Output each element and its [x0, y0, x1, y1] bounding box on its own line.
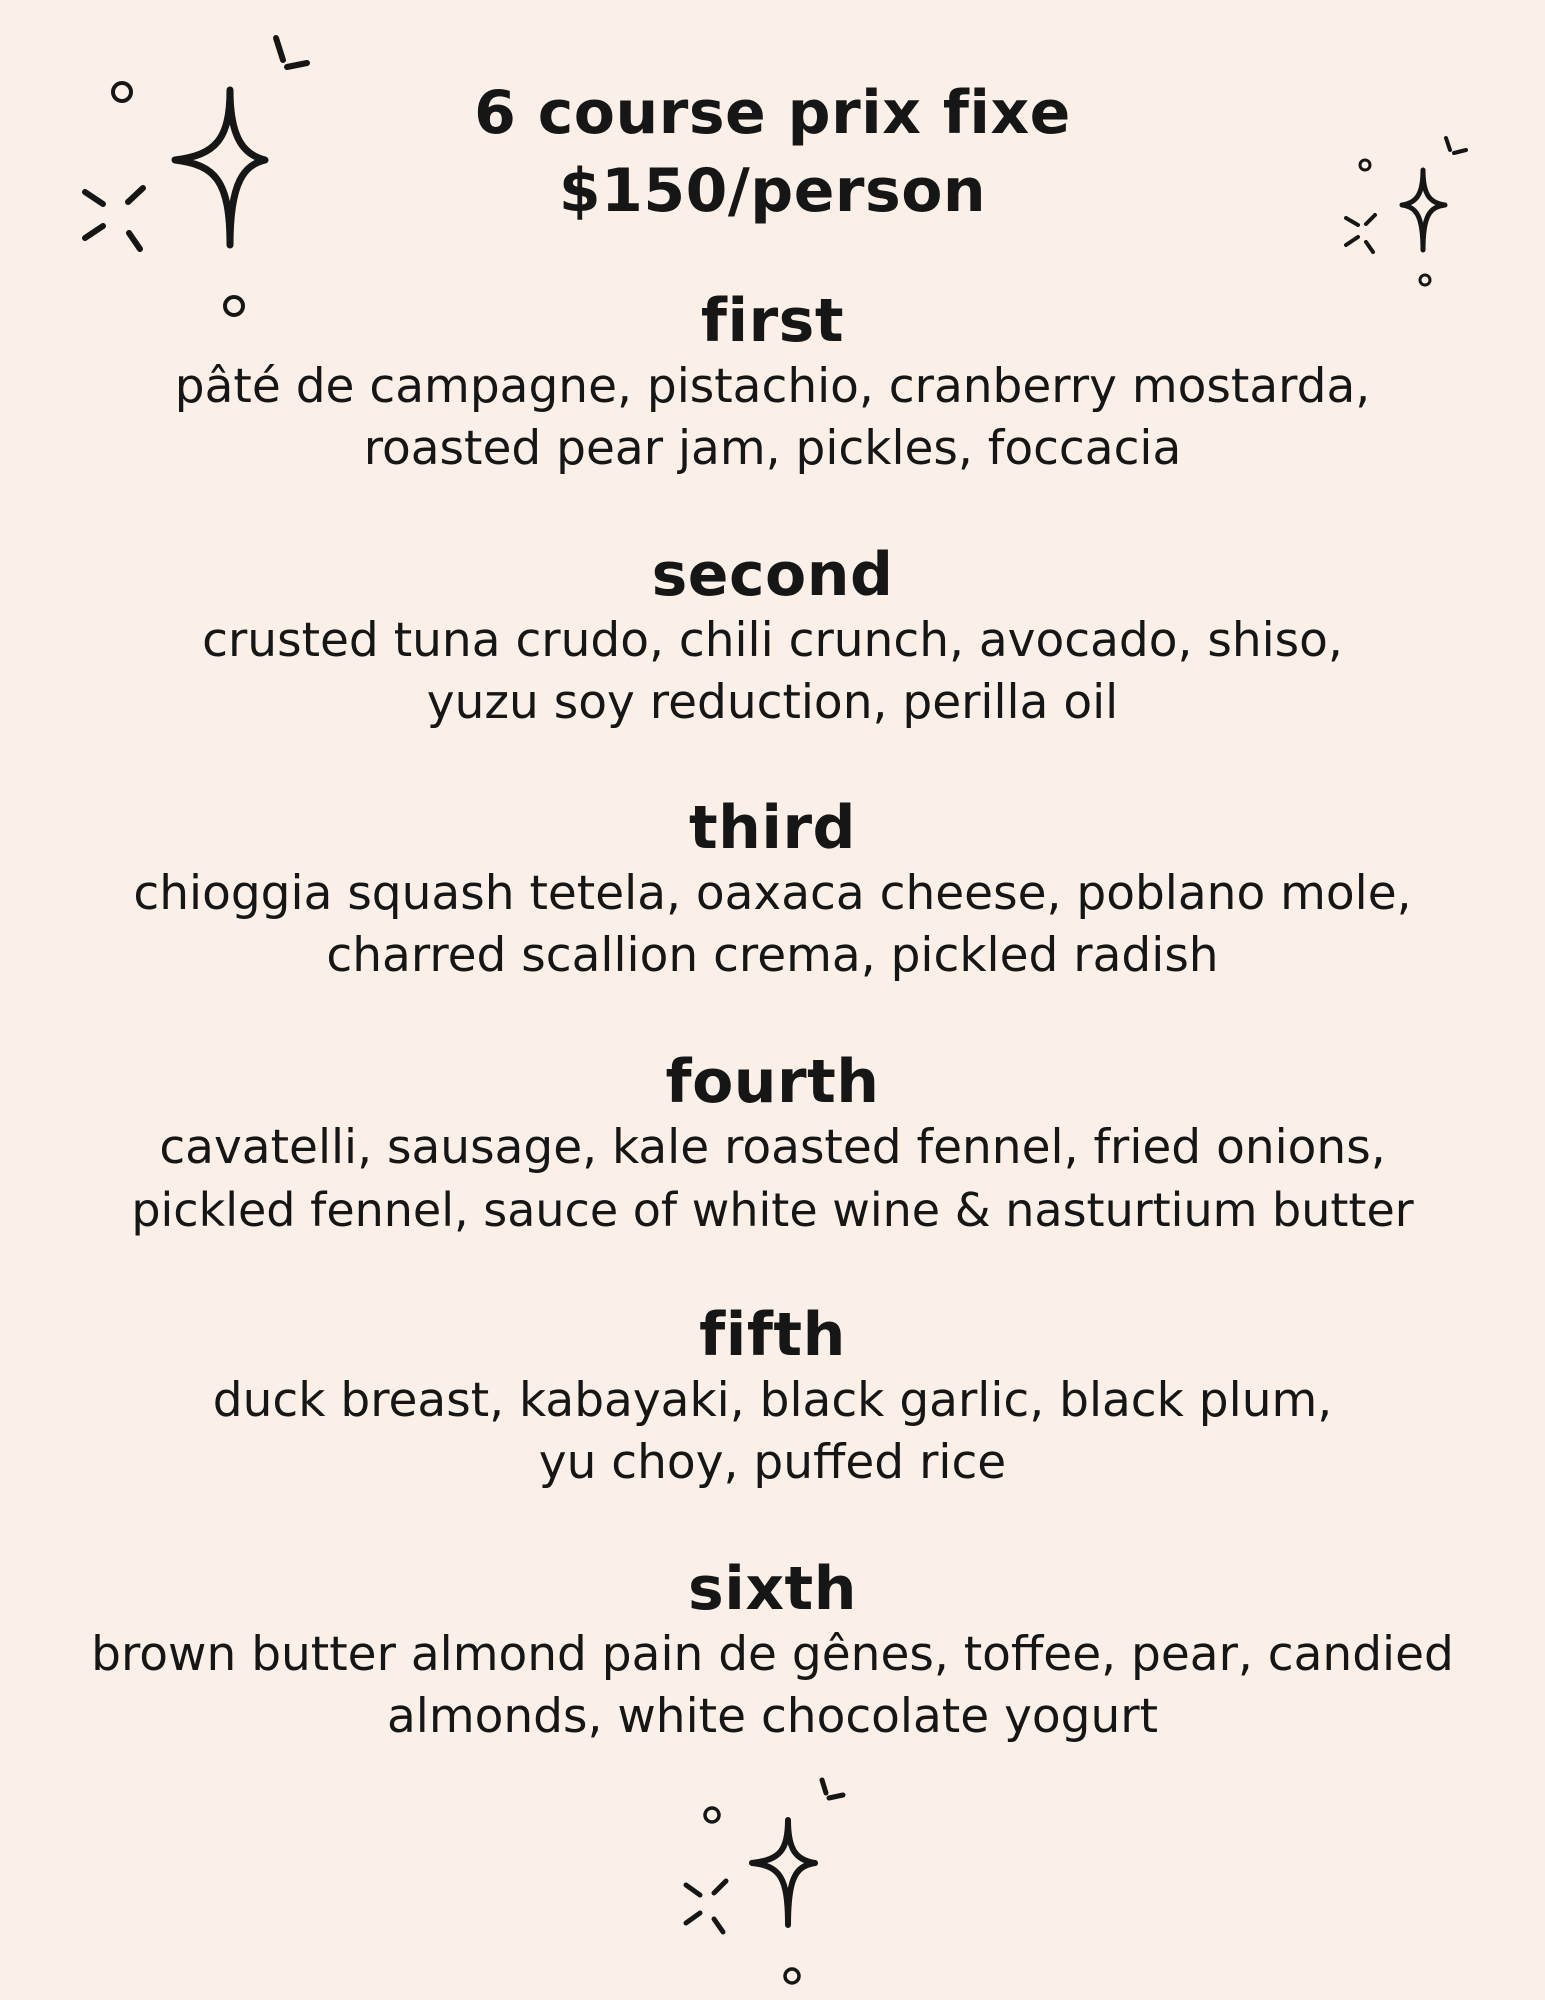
- course-description-line: cavatelli, sausage, kale roasted fennel, fried onions,: [159, 1120, 1386, 1175]
- course-description-line: chioggia squash tetela, oaxaca cheese, poblano mole,: [133, 866, 1412, 921]
- course-title: second: [651, 540, 894, 610]
- course-fourth: [0, 1047, 1545, 1241]
- menu-title: 6 course prix fixe: [474, 78, 1071, 148]
- course-first: [0, 286, 1545, 480]
- course-title: first: [700, 286, 845, 356]
- course-description-line: yuzu soy reduction, perilla oil: [426, 675, 1119, 730]
- course-description-line: duck breast, kabayaki, black garlic, black plum,: [212, 1373, 1333, 1428]
- menu-price: $150/person: [558, 156, 987, 226]
- course-sixth: [0, 1554, 1545, 1748]
- course-description-line: pickled fennel, sauce of white wine & nasturtium butter: [131, 1183, 1414, 1237]
- course-description-line: yu choy, puffed rice: [538, 1435, 1007, 1490]
- course-third: [0, 793, 1545, 987]
- course-description-line: crusted tuna crudo, chili crunch, avocado, shiso,: [202, 613, 1343, 668]
- course-title: fourth: [665, 1047, 880, 1117]
- course-title: fifth: [699, 1300, 846, 1370]
- course-fifth: [0, 1300, 1545, 1494]
- sparkle-icon: [670, 1765, 870, 1990]
- course-description-line: pâté de campagne, pistachio, cranberry mostarda,: [174, 359, 1371, 414]
- course-second: [0, 540, 1545, 734]
- course-title: third: [688, 793, 856, 863]
- course-description-line: charred scallion crema, pickled radish: [326, 928, 1219, 983]
- course-description-line: roasted pear jam, pickles, foccacia: [363, 421, 1182, 476]
- course-description-line: brown butter almond pain de gênes, toffee, pear, candied: [91, 1627, 1454, 1682]
- menu-header: [0, 74, 1545, 230]
- course-title: sixth: [688, 1554, 857, 1624]
- course-description-line: almonds, white chocolate yogurt: [386, 1689, 1159, 1744]
